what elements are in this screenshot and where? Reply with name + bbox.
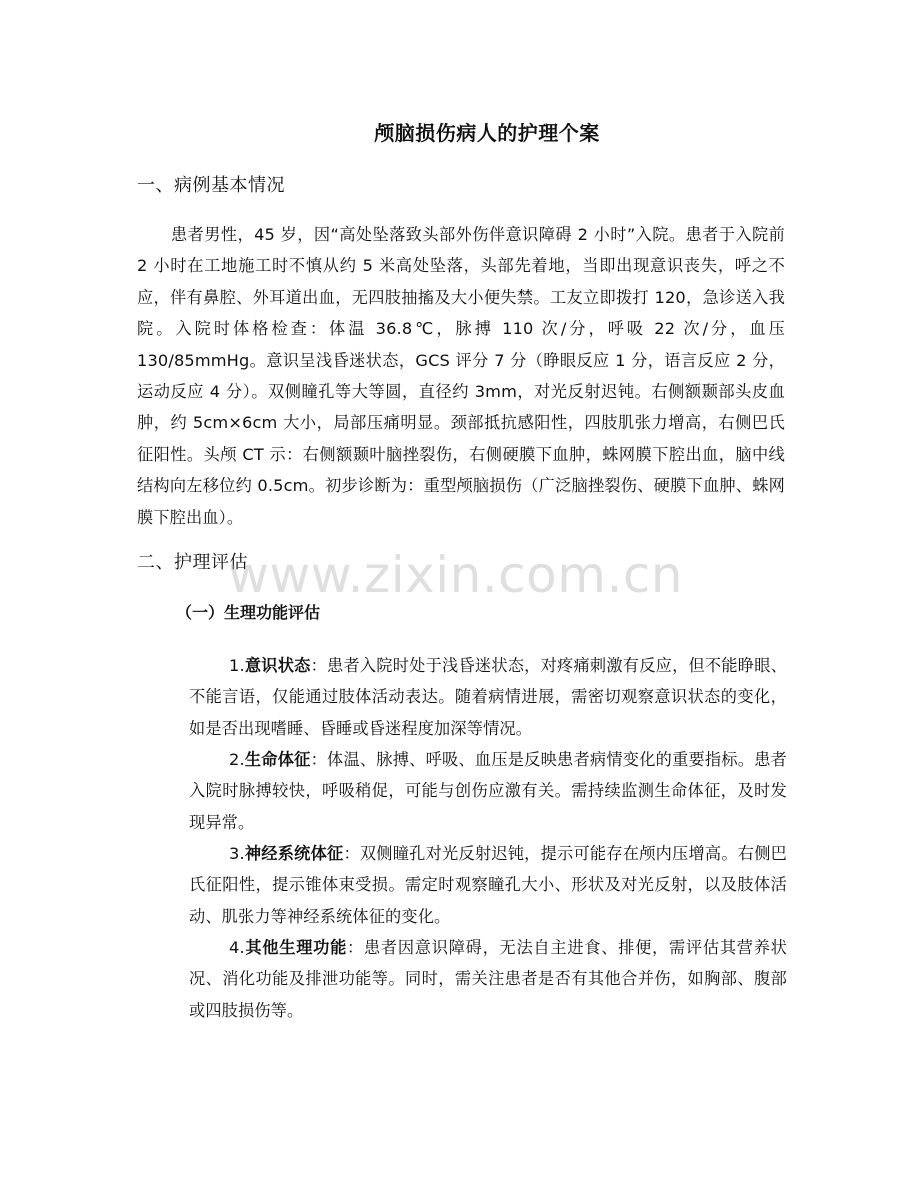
item-text: ：患者入院时处于浅昏迷状态，对疼痛刺激有反应，但不能睁眼、不能言语，仅能通过肢体活动表达。随着病情进展，需密切观察意识状态的变化，如是否出现嗜睡、昏睡或昏迷程度加深等情况。 [189, 656, 787, 738]
item-text: ：患者因意识障碍，无法自主进食、排便，需评估其营养状况、消化功能及排泄功能等。同时，需关注患者是否有其他合并伤，如胸部、腹部或四肢损伤等。 [189, 938, 787, 1020]
item-label: 神经系统体征 [244, 844, 344, 863]
section-heading-basic-info: 一、病例基本情况 [137, 175, 285, 196]
section-heading-nursing-assessment: 二、护理评估 [137, 552, 248, 573]
subsection-heading-physiological: （一）生理功能评估 [176, 603, 321, 622]
document-title: 颅脑损伤病人的护理个案 [374, 121, 600, 145]
assessment-item-neurological-signs [189, 838, 787, 932]
item-label: 其他生理功能 [244, 938, 348, 957]
item-label: 意识状态 [244, 656, 311, 675]
assessment-item-other-functions [189, 932, 787, 1026]
assessment-item-consciousness [189, 650, 787, 744]
item-number: 4. [229, 938, 245, 957]
watermark: www.zixin.com.cn [228, 546, 684, 604]
item-label: 生命体征 [244, 750, 311, 769]
item-text: ：双侧瞳孔对光反射迟钝，提示可能存在颅内压增高。右侧巴氏征阳性，提示锥体束受损。需定时观察瞳孔大小、形状及对光反射，以及肢体活动、肌张力等神经系统体征的变化。 [189, 844, 787, 926]
item-text: ：体温、脉搏、呼吸、血压是反映患者病情变化的重要指标。患者入院时脉搏较快，呼吸稍促，可能与创伤应激有关。需持续监测生命体征，及时发现异常。 [189, 750, 787, 832]
item-number: 1. [229, 656, 245, 675]
case-summary-paragraph: 患者男性，45 岁，因“高处坠落致头部外伤伴意识障碍 2 小时”入院。患者于入院前 2 小时在工地施工时不慎从约 5 米高处坠落，头部先着地，当即出现意识丧失，呼之不应，伴有鼻腔、外耳道出血，无四肢抽搐及大小便失禁。工友立即拨打 120，急诊送入我院。入院时体格检查：体温 36.8℃，脉搏 110 次/分，呼吸 22 次/分，血压 130/85mmHg。意识呈浅昏迷状态，GCS 评分 7 分（睁眼反应 1 分，语言反应 2 分，运动反应 4 分）。双侧瞳孔等大等圆，直径约 3mm，对光反射迟钝。右侧额颞部头皮血肿，约 5cm×6cm 大小，局部压痛明显。颈部抵抗感阳性，四肢肌张力增高，右侧巴氏征阳性。头颅 CT 示：右侧额颞叶脑挫裂伤，右侧硬膜下血肿，蛛网膜下腔出血，脑中线结构向左移位约 0.5cm。初步诊断为：重型颅脑损伤（广泛脑挫裂伤、硬膜下血肿、蛛网膜下腔出血）。 [137, 225, 785, 527]
item-number: 2. [229, 750, 245, 769]
assessment-item-vital-signs [189, 744, 787, 838]
item-number: 3. [229, 844, 245, 863]
